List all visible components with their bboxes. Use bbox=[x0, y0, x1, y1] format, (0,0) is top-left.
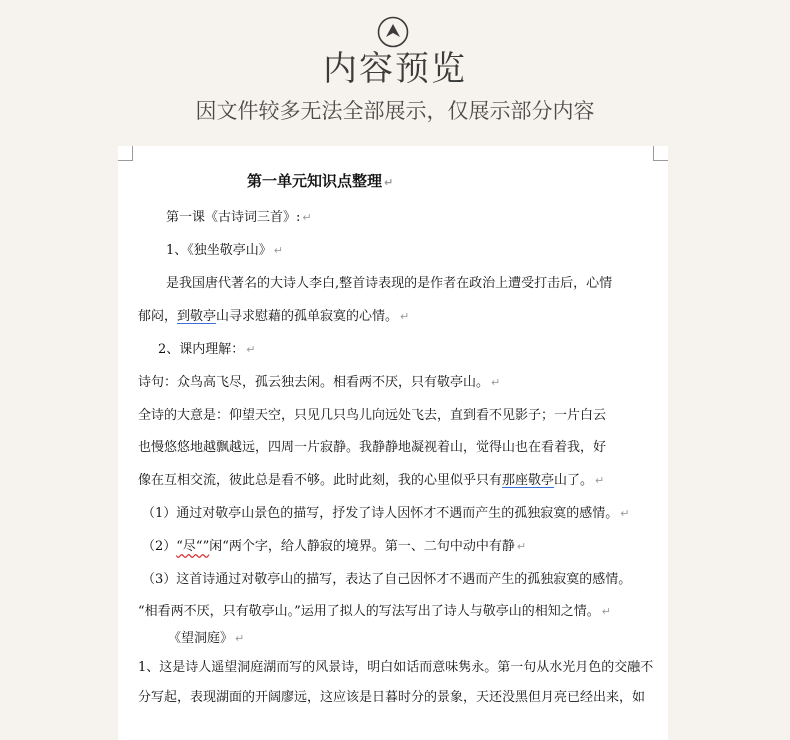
paragraph-line: （2）“尽“”闲“两个字，给人静寂的境界。第一、二句中动中有静 ↵ bbox=[142, 539, 527, 554]
poem-title: 《望洞庭》 ↵ bbox=[168, 631, 245, 646]
paragraph-line: （3）这首诗通过对敬亭山的描写，表达了自己因怀才不遇而产生的孤独寂寞的感情。 bbox=[142, 572, 632, 587]
section-heading: 2、课内理解： ↵ bbox=[158, 342, 256, 357]
chevron-up-circle-icon bbox=[377, 16, 409, 48]
section-heading: 1、《独坐敬亭山》 ↵ bbox=[166, 243, 283, 258]
page-subtitle: 因文件较多无法全部展示，仅展示部分内容 bbox=[195, 99, 595, 123]
poem-line: 诗句：众鸟高飞尽，孤云独去闲。相看两不厌，只有敬亭山。 ↵ bbox=[138, 375, 501, 390]
document-title: 第一单元知识点整理 ↵ bbox=[247, 172, 394, 190]
paragraph-line: “相看两不厌，只有敬亭山。”运用了拟人的写法写出了诗人与敬亭山的相知之情。 ↵ bbox=[138, 604, 612, 619]
page-corner-mark-left bbox=[118, 146, 133, 161]
spellcheck-underline: 到敬亭 bbox=[177, 309, 217, 324]
paragraph-line: 也慢悠悠地越飘越远，四周一片寂静。我静静地凝视着山，觉得山也在看着我，好 bbox=[138, 440, 607, 455]
paragraph-line: 像在互相交流，彼此总是看不够。此时此刻，我的心里似乎只有那座敬亭山了。 ↵ bbox=[138, 473, 605, 488]
paragraph-line: （1）通过对敬亭山景色的描写，抒发了诗人因怀才不遇而产生的孤独寂寞的感情。 ↵ bbox=[142, 506, 630, 521]
document-preview bbox=[118, 146, 668, 740]
paragraph-line: 分写起，表现湖面的开阔廖远，这应该是日暮时分的景象，天还没黑但月亮已经出来，如 bbox=[138, 690, 646, 705]
page-title: 内容预览 bbox=[323, 49, 467, 89]
paragraph-line: 全诗的大意是：仰望天空，只见几只鸟儿向远处飞去，直到看不见影子；一片白云 bbox=[138, 408, 607, 423]
lesson-heading: 第一课《古诗词三首》: ↵ bbox=[166, 210, 312, 225]
paragraph-line: 是我国唐代著名的大诗人李白,整首诗表现的是作者在政治上遭受打击后，心情 bbox=[166, 276, 613, 291]
paragraph-line: 1、这是诗人遥望洞庭湖而写的风景诗，明白如话而意味隽永。第一句从水光月色的交融不 bbox=[138, 660, 654, 675]
paragraph-line: 郁闷，到敬亭山寻求慰藉的孤单寂寞的心情。 ↵ bbox=[138, 309, 410, 324]
spellcheck-underline: “尽“” bbox=[176, 539, 210, 554]
spellcheck-underline: 那座敬亭 bbox=[502, 473, 555, 488]
page-corner-mark-right bbox=[653, 146, 668, 161]
